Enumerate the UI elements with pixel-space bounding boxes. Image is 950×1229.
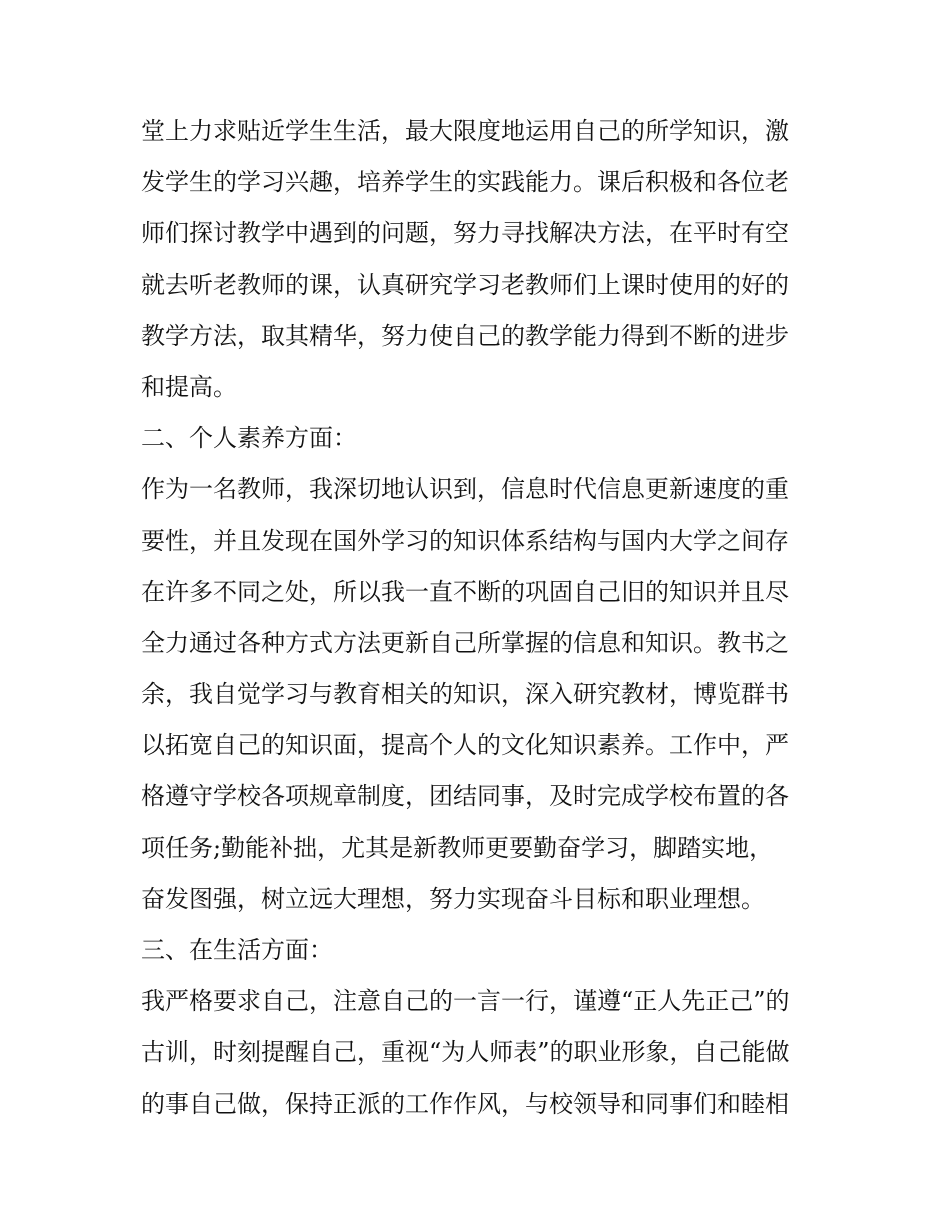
text-line: 的事自己做，保持正派的工作作风，与校领导和同事们和睦相 xyxy=(141,1089,789,1118)
text-line: 发学生的学习兴趣，培养学生的实践能力。课后积极和各位老 xyxy=(141,168,789,197)
section-heading-personal-quality: 二、个人素养方面： xyxy=(141,424,357,453)
text-line: 就去听老教师的课，认真研究学习老教师们上课时使用的好的 xyxy=(141,270,789,299)
text-line: 古训，时刻提醒自己，重视“为人师表”的职业形象，自己能做 xyxy=(141,1038,790,1067)
text-line: 作为一名教师，我深切地认识到，信息时代信息更新速度的重 xyxy=(141,475,789,504)
text-line: 项任务;勤能补拙，尤其是新教师更要勤奋学习，脚踏实地， xyxy=(141,833,774,862)
text-line: 在许多不同之处，所以我一直不断的巩固自己旧的知识并且尽 xyxy=(141,577,789,606)
section-heading-life: 三、在生活方面： xyxy=(141,936,333,964)
text-line: 师们探讨教学中遇到的问题，努力寻找解决方法，在平时有空 xyxy=(141,219,789,248)
text-line: 和提高。 xyxy=(141,372,237,401)
text-line: 要性，并且发现在国外学习的知识体系结构与国内大学之间存 xyxy=(141,526,789,555)
text-line: 余，我自觉学习与教育相关的知识，深入研究教材，博览群书 xyxy=(141,680,789,709)
text-line: 奋发图强，树立远大理想，努力实现奋斗目标和职业理想。 xyxy=(141,884,765,913)
text-line: 格遵守学校各项规章制度，团结同事，及时完成学校布置的各 xyxy=(141,782,789,811)
text-line: 以拓宽自己的知识面，提高个人的文化知识素养。工作中，严 xyxy=(141,731,789,760)
text-line: 我严格要求自己，注意自己的一言一行，谨遵“正人先正己”的 xyxy=(141,987,790,1016)
document-body xyxy=(141,106,821,1130)
text-line: 教学方法，取其精华，努力使自己的教学能力得到不断的进步 xyxy=(141,321,789,350)
text-line: 堂上力求贴近学生生活，最大限度地运用自己的所学知识，激 xyxy=(141,117,789,145)
text-line: 全力通过各种方式方法更新自己所掌握的信息和知识。教书之 xyxy=(141,628,789,657)
